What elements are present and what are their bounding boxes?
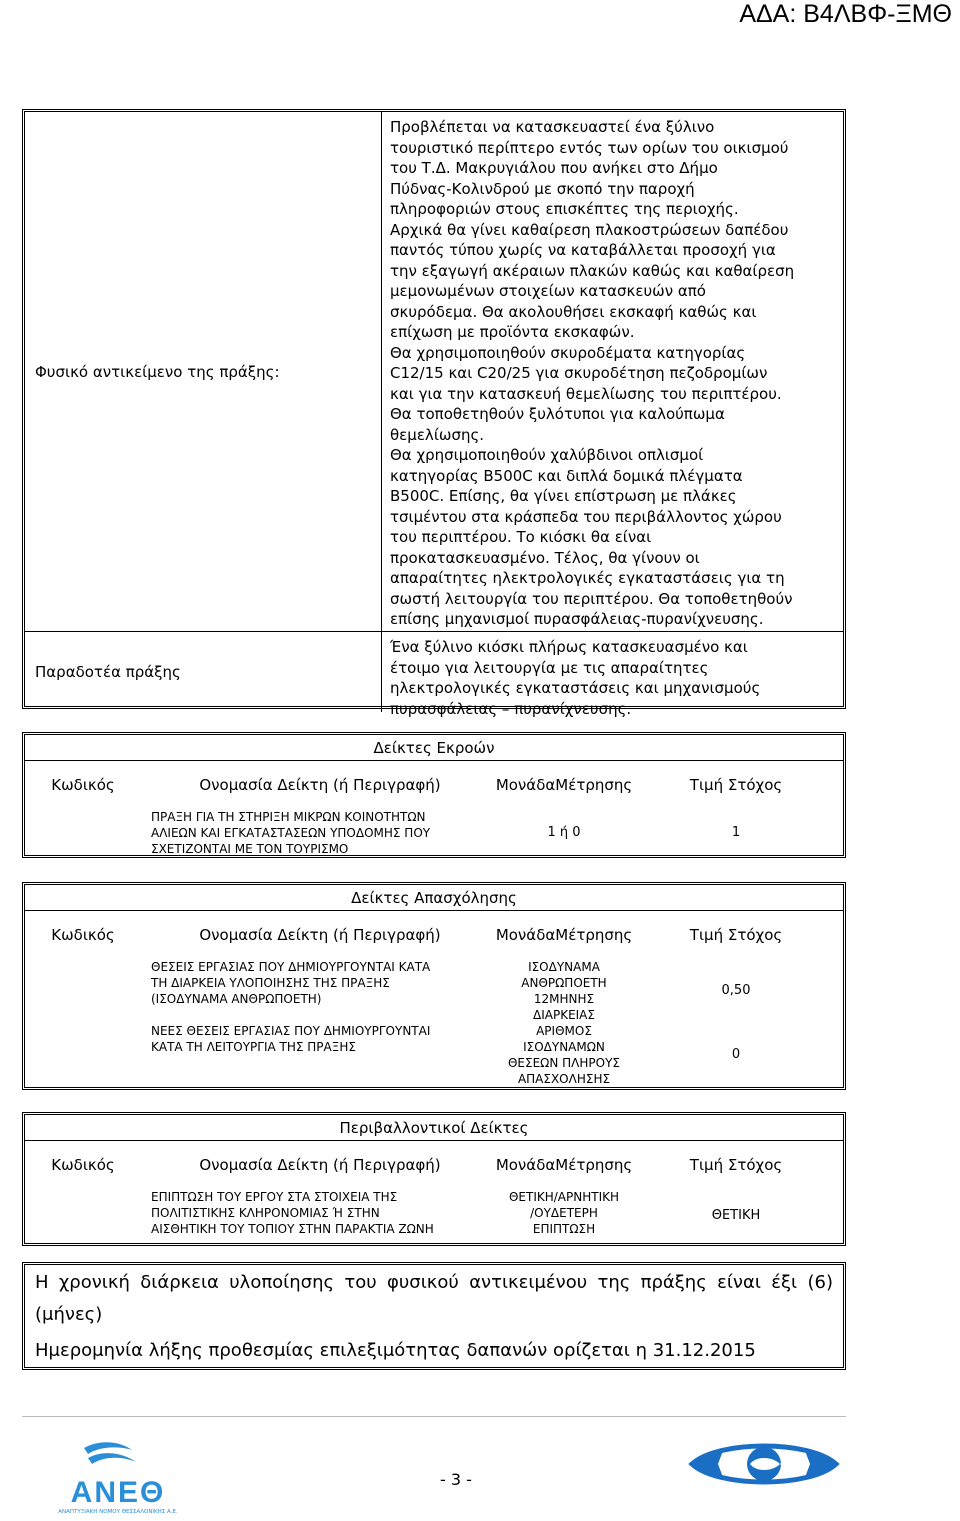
unit-line: 1 ή 0: [547, 825, 581, 840]
description-line: ΣΧΕΤΙΖΟΝΤΑΙ ΜΕ ΤΟΝ ΤΟΥΡΙΣΜΟ: [151, 842, 349, 856]
indicator-code: [25, 959, 141, 1023]
deliverables-line: πυρασφάλειας – πυρανίχνευσης.: [390, 699, 632, 718]
unit-line: ΘΕΣΕΩΝ ΠΛΗΡΟΥΣ: [507, 1056, 620, 1070]
description-line: ΕΠΙΠΤΩΣΗ ΤΟΥ ΕΡΓΟΥ ΣΤΑ ΣΤΟΙΧΕΙΑ ΤΗΣ: [151, 1190, 398, 1204]
physical-object-line: μεμονωμένων στοιχείων κατασκευών από: [390, 282, 706, 300]
col-name: Ονομασία Δείκτη (ή Περιγραφή): [199, 1156, 441, 1174]
description-line: ΑΙΣΘΗΤΙΚΗ ΤΟΥ ΤΟΠΙΟΥ ΣΤΗΝ ΠΑΡΑΚΤΙΑ ΖΩΝΗ: [151, 1222, 434, 1236]
description-line: ΑΛΙΕΩΝ ΚΑΙ ΕΓΚΑΤΑΣΤΑΣΕΩΝ ΥΠΟΔΟΜΗΣ ΠΟΥ: [151, 826, 431, 840]
duration-box: [22, 1262, 846, 1370]
col-name: Ονομασία Δείκτη (ή Περιγραφή): [199, 926, 441, 944]
description-line: ΚΑΤΑ ΤΗ ΛΕΙΤΟΥΡΓΙΑ ΤΗΣ ΠΡΑΞΗΣ: [151, 1040, 356, 1054]
indicator-unit: [499, 1189, 629, 1243]
description-line: ΝΕΕΣ ΘΕΣΕΙΣ ΕΡΓΑΣΙΑΣ ΠΟΥ ΔΗΜΙΟΥΡΓΟΥΝΤΑΙ: [151, 1024, 431, 1038]
col-unit-l1: Μονάδα: [495, 1156, 556, 1174]
unit-line: ΕΠΙΠΤΩΣΗ: [532, 1222, 596, 1236]
fisheries-eye-fish-logo: [688, 1436, 840, 1492]
eligibility-deadline: Ημερομηνία λήξης προθεσμίας επιλεξιμότητας δαπανών ορίζεται η 31.12.2015: [35, 1340, 756, 1361]
physical-object-label: [25, 112, 382, 632]
unit-line: ΙΣΟΔΥΝΑΜΩΝ: [523, 1040, 605, 1054]
physical-object-line: Θα χρησιμοποιηθούν χαλύβδινοι οπλισμοί: [390, 446, 704, 464]
logo-left-text: ΑΝΕΘ: [70, 1476, 166, 1509]
col-unit: [495, 761, 633, 809]
col-code: Κωδικός: [51, 776, 115, 794]
physical-object-line: του Τ.Δ. Μακρυγιάλου που ανήκει στο Δήμο: [390, 159, 718, 177]
physical-object-text: [382, 112, 843, 632]
table-row: [25, 1023, 843, 1087]
physical-object-line: C12/15 και C20/25 για σκυροδέτηση πεζοδρομίων: [390, 364, 768, 382]
col-code: Κωδικός: [51, 926, 115, 944]
physical-object-label-text: Φυσικό αντικείμενο της πράξης:: [35, 362, 280, 381]
unit-line: ΑΡΙΘΜΟΣ: [536, 1024, 592, 1038]
physical-object-line: Θα χρησιμοποιηθούν σκυροδέματα κατηγορίας: [390, 343, 746, 362]
col-target: Τιμή Στόχος: [689, 1156, 783, 1174]
output-indicators-table: [22, 732, 846, 858]
table-header: [25, 1141, 843, 1189]
col-target: Τιμή Στόχος: [689, 926, 783, 944]
physical-object-line: του περιπτέρου. Το κιόσκι θα είναι: [390, 528, 652, 546]
physical-object-line: Αρχικά θα γίνει καθαίρεση πλακοστρώσεων δαπέδου: [390, 220, 789, 239]
indicator-description: [141, 809, 499, 857]
indicator-target: 0: [731, 1047, 741, 1062]
duration-line-1b: (μήνες): [35, 1304, 103, 1325]
description-line: (ΙΣΟΔΥΝΑΜΑ ΑΝΘΡΩΠΟΕΤΗ): [151, 992, 322, 1006]
indicator-code: [25, 809, 141, 857]
deliverables-label-text: Παραδοτέα πράξης: [35, 663, 181, 681]
deliverables-text: [382, 632, 843, 718]
description-line: ΘΕΣΕΙΣ ΕΡΓΑΣΙΑΣ ΠΟΥ ΔΗΜΙΟΥΡΓΟΥΝΤΑΙ ΚΑΤΑ: [151, 960, 431, 974]
deliverables-line: ηλεκτρολογικές εγκαταστάσεις και μηχανισμούς: [390, 679, 761, 697]
unit-line: /ΟΥΔΕΤΕΡΗ: [530, 1206, 598, 1220]
deliverables-line: Ένα ξύλινο κιόσκι πλήρως κατασκευασμένο και: [390, 638, 748, 656]
unit-line: ΑΝΘΡΩΠΟΕΤΗ: [521, 976, 607, 990]
description-line: ΠΡΑΞΗ ΓΙΑ ΤΗ ΣΤΗΡΙΞΗ ΜΙΚΡΩΝ ΚΟΙΝΟΤΗΤΩΝ: [151, 810, 426, 824]
indicator-description: [141, 1023, 499, 1087]
physical-object-line: Θα τοποθετηθούν ξυλότυποι για καλούπωμα: [390, 405, 725, 423]
physical-object-line: τουριστικό περίπτερο εντός των ορίων του οικισμού: [390, 138, 789, 157]
physical-object-line: θεμελίωσης.: [390, 425, 485, 444]
description-line: ΠΟΛΙΤΙΣΤΙΚΗΣ ΚΛΗΡΟΝΟΜΙΑΣ Ή ΣΤΗΝ: [151, 1206, 380, 1220]
footer-divider: [22, 1416, 846, 1417]
physical-object-line: B500C. Επίσης, θα γίνει επίστρωση με πλάκες: [390, 487, 737, 505]
table-row: [25, 1189, 843, 1243]
col-unit: [495, 911, 633, 959]
logo-left-subtext: ΑΝΑΠΤΥΞΙΑΚΗ ΝΟΜΟΥ ΘΕΣΣΑΛΟΝΙΚΗΣ Α.Ε.: [58, 1509, 178, 1515]
physical-object-line: απαραίτητες ηλεκτρολογικές εγκαταστάσεις για τη: [390, 569, 785, 587]
environmental-indicators-table: [22, 1112, 846, 1246]
col-code: Κωδικός: [51, 1156, 115, 1174]
indicator-unit: [499, 1023, 629, 1087]
indicator-description: [141, 959, 499, 1023]
output-indicators-title: Δείκτες Εκροών: [25, 735, 843, 761]
indicator-target: ΘΕΤΙΚΗ: [711, 1208, 761, 1223]
indicator-target: 1: [731, 825, 741, 840]
col-unit-l2: Μέτρησης: [555, 926, 633, 944]
physical-object-line: παντός τύπου χωρίς να καταβάλλεται προσοχή για: [390, 241, 776, 259]
col-unit-l2: Μέτρησης: [555, 1156, 633, 1174]
physical-object-line: Πύδνας-Κολινδρού με σκοπό την παροχή: [390, 179, 695, 198]
col-target: Τιμή Στόχος: [689, 776, 783, 794]
physical-object-line: προκατασκευασμένο. Τέλος, θα γίνουν οι: [390, 548, 700, 567]
physical-object-line: πληροφοριών στους επισκέπτες της περιοχής.: [390, 200, 739, 218]
indicator-target: 0,50: [721, 983, 751, 998]
employment-indicators-title: Δείκτες Απασχόλησης: [25, 885, 843, 911]
physical-object-line: σκυρόδεμα. Θα ακολουθήσει εκσκαφή καθώς και: [390, 302, 757, 321]
deliverables-label: [25, 632, 382, 712]
page-number: - 3 -: [440, 1470, 472, 1489]
col-name: Ονομασία Δείκτη (ή Περιγραφή): [199, 776, 441, 794]
unit-line: 12ΜΗΝΗΣ: [533, 992, 595, 1006]
ada-code: ΑΔΑ: Β4ΛΒΦ-ΞΜΘ: [739, 0, 952, 28]
col-unit-l2: Μέτρησης: [555, 776, 633, 794]
table-row: [25, 809, 843, 855]
indicator-unit: [499, 959, 629, 1023]
project-description-table: [22, 109, 846, 718]
physical-object-line: την εξαγωγή ακέραιων πλακών καθώς και καθαίρεση: [390, 261, 795, 280]
physical-object-line: επίχωση με προϊόντα εκσκαφών.: [390, 323, 635, 341]
physical-object-line: και για την κατασκευή θεμελίωσης του περιπτέρου.: [390, 384, 782, 403]
anth-logo-icon: [28, 1428, 208, 1516]
description-line: ΤΗ ΔΙΑΡΚΕΙΑ ΥΛΟΠΟΙΗΣΗΣ ΤΗΣ ΠΡΑΞΗΣ: [151, 976, 390, 990]
indicator-unit: [499, 809, 629, 857]
table-header: [25, 911, 843, 959]
physical-object-line: Προβλέπεται να κατασκευαστεί ένα ξύλινο: [390, 118, 715, 136]
unit-line: ΔΙΑΡΚΕΙΑΣ: [533, 1008, 595, 1022]
indicator-code: [25, 1189, 141, 1243]
environmental-indicators-title: Περιβαλλοντικοί Δείκτες: [25, 1115, 843, 1141]
indicator-code: [25, 1023, 141, 1087]
indicator-description: [141, 1189, 499, 1243]
physical-object-line: σωστή λειτουργία του περιπτέρου. Θα τοποθετηθούν: [390, 589, 793, 608]
duration-line-1: Η χρονική διάρκεια υλοποίησης του φυσικού αντικειμένου της πράξης είναι έξι (6): [35, 1272, 833, 1293]
unit-line: ΘΕΤΙΚΗ/ΑΡΝΗΤΙΚΗ: [508, 1190, 620, 1204]
col-unit-l1: Μονάδα: [495, 776, 556, 794]
physical-object-line: κατηγορίας B500C και διπλά δομικά πλέγματα: [390, 466, 743, 485]
physical-object-line: τσιμέντου στα κράσπεδα του περιβάλλοντος χώρου: [390, 507, 782, 526]
unit-line: ΑΠΑΣΧΟΛΗΣΗΣ: [517, 1072, 611, 1086]
unit-line: ΙΣΟΔΥΝΑΜΑ: [528, 960, 600, 974]
table-header: [25, 761, 843, 809]
physical-object-line: επίσης μηχανισμοί πυρασφάλειας-πυρανίχνευσης.: [390, 610, 764, 628]
employment-indicators-table: [22, 882, 846, 1090]
deliverables-line: έτοιμο για λειτουργία με τις απαραίτητες: [390, 658, 709, 677]
col-unit: [495, 1141, 633, 1189]
table-row: [25, 959, 843, 1023]
col-unit-l1: Μονάδα: [495, 926, 556, 944]
